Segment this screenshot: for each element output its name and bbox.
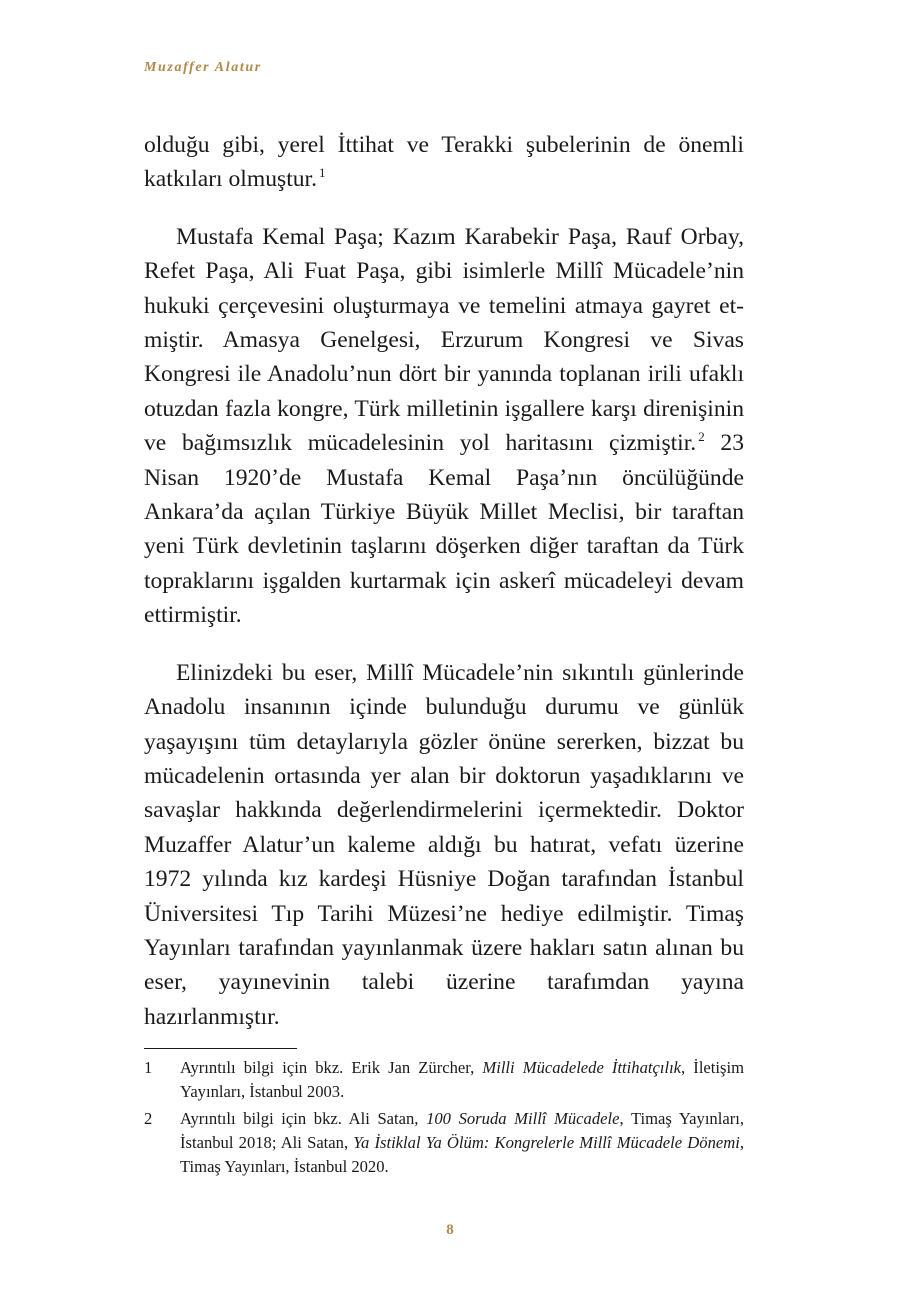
paragraph-2 (144, 220, 744, 633)
paragraph-1-text: olduğu gibi, yerel İttihat ve Terakki şubelerinin de önemli katkıları olmuştur. (144, 132, 744, 193)
footnote-number: 1 (144, 1058, 153, 1077)
footnote-2 (144, 1107, 744, 1179)
footnote-text: , İletişim Yayınları, İstanbul 2003. (180, 1058, 744, 1101)
paragraph-2-text-a: Mustafa Kemal Paşa; Kazım Karabekir Paşa, Rauf Orbay, Refet Paşa, Ali Fuat Paşa, gibi isimlerle Millî Mücadele’nin hukuki çerçevesini oluşturmaya ve temelini atmaya gayret etmiştir. Amasya Genelgesi, Erzurum Kongresi ve Sivas Kongresi ile Anadolu’nun dört bir yanında toplanan irili ufaklı otuzdan fazla kongre, Türk milletinin işgallere karşı direnişinin ve bağımsızlık mücadelesinin yol haritasını çizmiştir. (144, 223, 744, 457)
footnote-number: 2 (144, 1109, 153, 1128)
footnote-text: , Timaş Yayınları, İstanbul 2018; Ali Satan, (180, 1109, 744, 1152)
footnote-book-title: Ya İstiklal Ya Ölüm: Kongrelerle Millî Mücadele Dönemi (353, 1133, 740, 1152)
footnotes (144, 1056, 744, 1182)
paragraph-3 (144, 656, 744, 1034)
paragraph-2-text-b: 23 Nisan 1920’de Mustafa Kemal Paşa’nın öncülüğünde Ankara’da açılan Türkiye Büyük Millet Meclisi, bir taraftan yeni Türk devletinin taşlarını döşerken diğer taraftan da Türk topraklarını işgalden kurtarmak için askerî mücadeleyi devam ettirmiştir. (144, 430, 744, 629)
footnote-body (180, 1056, 744, 1104)
page-number: 8 (446, 1222, 454, 1238)
paragraph-1 (144, 128, 744, 197)
footnote-ref-2[interactable]: 2 (698, 429, 705, 445)
footnote-1 (144, 1056, 744, 1104)
body-text (144, 128, 744, 1057)
paragraph-3-text: Elinizdeki bu eser, Millî Mücadele’nin sıkıntılı günlerinde Anadolu insanının içinde bulunduğu durumu ve günlük yaşayışını tüm detaylarıyla gözler önüne sererken, bizzat bu mücadelenin ortasında yer alan bir doktorun yaşadıklarını ve savaşlar hakkında değerlendirmelerini içermektedir. Doktor Muzaffer Alatur’un kaleme aldığı bu hatırat, vefatı üzerine 1972 yılında kız kardeşi Hüsniye Doğan tarafından İstanbul Üniversitesi Tıp Tarihi Müzesi’ne hediye edilmiştir. Timaş Yayınları tarafından yayınlanmak üzere hakları satın alınan bu eser, yayınevinin talebi üzerine tarafımdan yayına hazırlanmıştır. (144, 659, 744, 1030)
footnote-text: , Timaş Yayınları, İstanbul 2020. (180, 1133, 745, 1176)
footnote-book-title: Milli Mücadelede İttihatçılık (482, 1058, 682, 1077)
footnote-divider (144, 1048, 297, 1049)
footnote-text: Ayrıntılı bilgi için bkz. Ali Satan, (180, 1109, 427, 1128)
footnote-text: Ayrıntılı bilgi için bkz. Erik Jan Zürcher, (180, 1058, 483, 1077)
footnote-ref-1[interactable]: 1 (319, 165, 326, 181)
footnote-book-title: 100 Soruda Millî Mücadele (426, 1109, 620, 1128)
footnote-body (180, 1107, 744, 1179)
running-header: Muzaffer Alatur (144, 60, 262, 75)
